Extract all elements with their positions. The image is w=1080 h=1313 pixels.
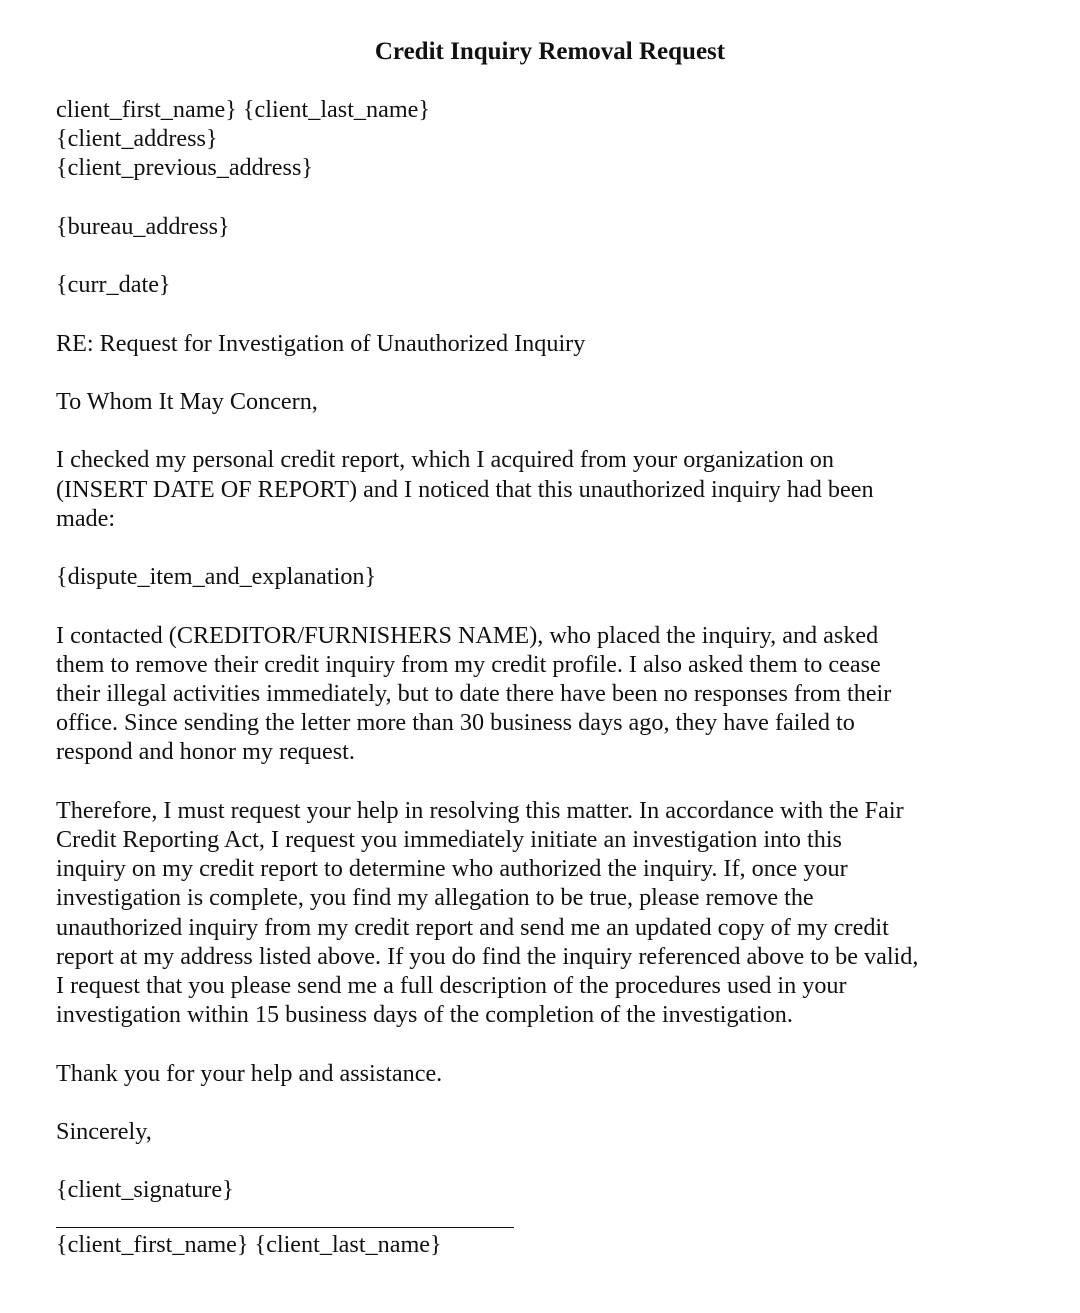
signature-text: {client_signature} xyxy=(56,1176,234,1204)
paragraph-line: their illegal activities immediately, but to date there have been no responses from their xyxy=(56,679,892,707)
salutation-text: To Whom It May Concern, xyxy=(56,387,318,415)
paragraph-line: (INSERT DATE OF REPORT) and I noticed that this unauthorized inquiry had been xyxy=(56,475,874,503)
client-previous-address-line: {client_previous_address} xyxy=(56,154,313,182)
paragraph-line: respond and honor my request. xyxy=(56,738,355,766)
client-address-line: {client_address} xyxy=(56,125,218,153)
paragraph-line: I checked my personal credit report, which I acquired from your organization on xyxy=(56,446,834,474)
paragraph-line: unauthorized inquiry from my credit report and send me an updated copy of my credit xyxy=(56,913,889,941)
closing-line xyxy=(56,1117,1056,1146)
current-date xyxy=(56,270,1056,299)
paragraph-line: I contacted (CREDITOR/FURNISHERS NAME), who placed the inquiry, and asked xyxy=(56,621,879,649)
paragraph-line: made: xyxy=(56,504,116,532)
paragraph-line: inquiry on my credit report to determine who authorized the inquiry. If, once your xyxy=(56,855,848,883)
signature-line xyxy=(56,1227,514,1228)
current-date-text: {curr_date} xyxy=(56,271,171,299)
paragraph-line: investigation within 15 business days of the completion of the investigation. xyxy=(56,1001,793,1029)
dispute-item xyxy=(56,562,1056,591)
paragraph-investigation-request xyxy=(56,796,1056,1030)
client-name-line: client_first_name} {client_last_name} xyxy=(56,96,431,123)
client-header-block xyxy=(56,95,1056,183)
letter-title: Credit Inquiry Removal Request xyxy=(374,38,726,65)
letter-body xyxy=(56,95,1056,1205)
dispute-item-text: {dispute_item_and_explanation} xyxy=(56,563,377,591)
signature-name: {client_first_name} {client_last_name} xyxy=(56,1231,442,1258)
paragraph-line: I request that you please send me a full description of the procedures used in your xyxy=(56,971,847,999)
thanks-line xyxy=(56,1059,1056,1088)
paragraph-line: report at my address listed above. If you do find the inquiry referenced above to be valid, xyxy=(56,942,919,970)
closing-text: Sincerely, xyxy=(56,1117,152,1145)
bureau-address xyxy=(56,212,1056,241)
re-line-text: RE: Request for Investigation of Unauthorized Inquiry xyxy=(56,329,586,357)
thanks-text: Thank you for your help and assistance. xyxy=(56,1059,443,1087)
paragraph-report-check xyxy=(56,445,1056,533)
salutation xyxy=(56,387,1056,416)
paragraph-line: office. Since sending the letter more than 30 business days ago, they have failed to xyxy=(56,709,855,737)
paragraph-line: Therefore, I must request your help in resolving this matter. In accordance with the Fair xyxy=(56,796,904,824)
bureau-address-text: {bureau_address} xyxy=(56,212,230,240)
re-line xyxy=(56,329,1056,358)
paragraph-line: them to remove their credit inquiry from my credit profile. I also asked them to cease xyxy=(56,650,881,678)
signature-placeholder xyxy=(56,1175,1056,1204)
paragraph-line: investigation is complete, you find my allegation to be true, please remove the xyxy=(56,884,814,912)
paragraph-line: Credit Reporting Act, I request you immediately initiate an investigation into this xyxy=(56,825,842,853)
paragraph-creditor-contact xyxy=(56,621,1056,767)
